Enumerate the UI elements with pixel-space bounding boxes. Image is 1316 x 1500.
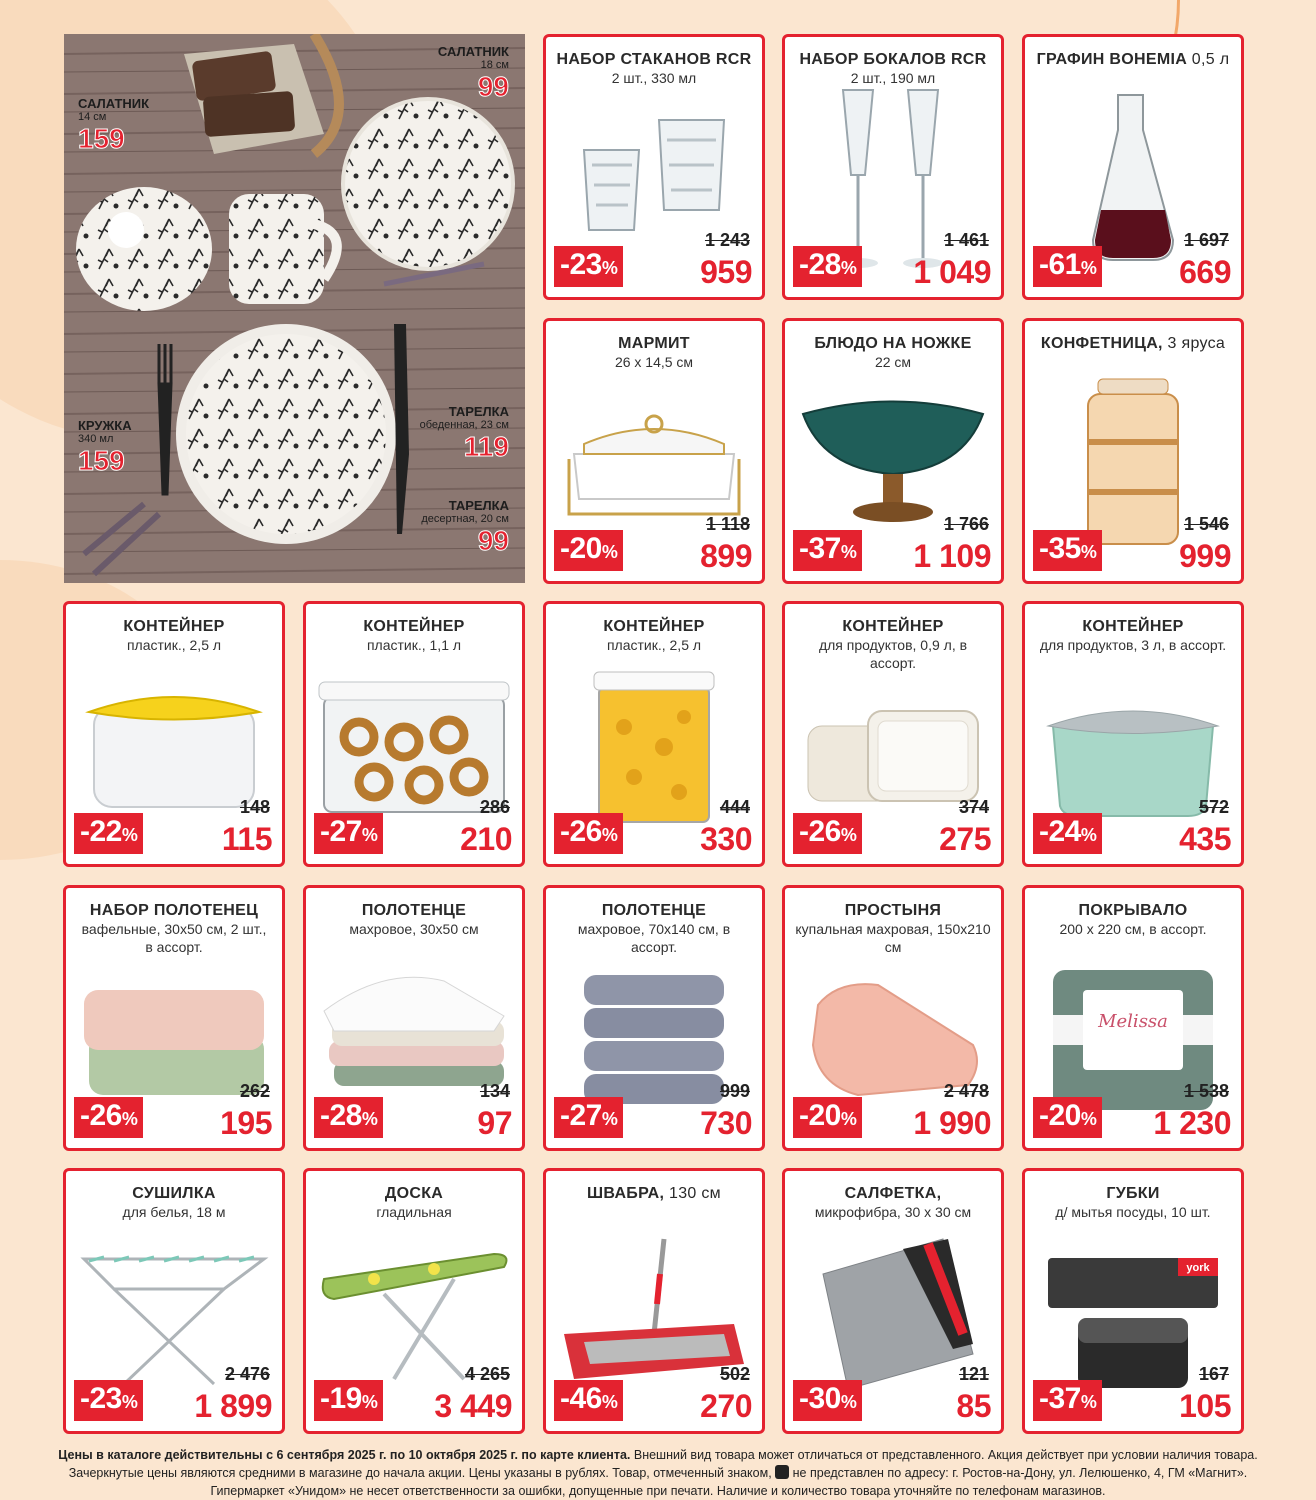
old-price: 1 118 [705,514,750,534]
product-title-extra: 3 яруса [1162,335,1226,352]
product-card[interactable] [63,1168,285,1434]
discount-value: -23 [80,1382,122,1415]
sale-price: 3 449 [434,1388,512,1424]
discount-badge [1033,813,1102,854]
product-description: пластик., 2,5 л [126,637,222,653]
product-card[interactable] [543,1168,765,1434]
product-card[interactable] [782,34,1004,300]
label-name: САЛАТНИК [78,96,150,111]
discount-badge [1033,1097,1102,1138]
product-name: САЛФЕТКА, [844,1185,942,1202]
product-card[interactable] [1022,34,1244,300]
product-name: БЛЮДО НА НОЖКЕ [814,335,972,352]
sale-price: 1 899 [194,1388,272,1424]
percent-sign: % [1080,1392,1097,1412]
sale-price: 85 [956,1388,991,1424]
product-title [1025,335,1241,353]
old-price: 167 [1198,1364,1229,1384]
sale-price: 959 [700,254,752,290]
sale-price: 270 [700,1388,752,1424]
discount-badge [793,813,862,854]
discount-badge [554,1380,623,1421]
product-card[interactable] [543,34,765,300]
product-description: махровое, 70х140 см, в ассорт. [577,921,731,955]
discount-value: -26 [80,1099,122,1132]
discount-value: -20 [799,1099,841,1132]
percent-sign: % [1080,258,1097,278]
label-name: ТАРЕЛКА [448,404,509,419]
label-price: 119 [463,431,509,462]
disclaimer-footer [20,1446,1296,1500]
product-card[interactable] [782,318,1004,584]
sale-price: 669 [1179,254,1231,290]
discount-badge [314,1097,383,1138]
product-description: 200 х 220 см, в ассорт. [1059,921,1207,937]
percent-sign: % [121,1392,138,1412]
footer-validity: Цены в каталоге действительны с 6 сентября 2025 г. по 10 октября 2025 г. по карте клиента. [58,1448,631,1462]
discount-value: -27 [560,1099,602,1132]
photo-label-salad-bowl-small [78,96,149,155]
sale-price: 1 109 [913,538,991,574]
product-title [306,902,522,920]
discount-value: -23 [560,248,602,281]
footer-text: не представлен по адресу: г. Ростов-на-Дону, ул. Лелюшенко, 4, ГМ «Магнит». [789,1466,1248,1480]
product-card[interactable] [1022,318,1244,584]
old-price: 444 [719,797,750,817]
product-description: для продуктов, 0,9 л, в ассорт. [818,637,968,671]
discount-value: -30 [799,1382,841,1415]
discount-value: -35 [1039,532,1081,565]
product-title [785,335,1001,353]
product-card[interactable] [63,885,285,1151]
footer-text: Зачеркнутые цены являются средними в магазине до начала акции. Цены указаны в рублях. Товар, отмеченный знаком, [68,1466,772,1480]
product-description: пластик., 2,5 л [606,637,702,653]
discount-value: -28 [320,1099,362,1132]
discount-badge [1033,1380,1102,1421]
old-price: 1 697 [1183,230,1229,250]
footer-line-2 [20,1464,1296,1482]
product-title-extra: 130 см [664,1185,721,1202]
discount-value: -61 [1039,248,1081,281]
sale-price: 435 [1179,821,1231,857]
product-title [546,902,762,920]
sale-price: 115 [221,821,272,857]
product-card[interactable] [1022,1168,1244,1434]
label-size: 14 см [78,111,107,123]
sale-price: 1 990 [913,1105,991,1141]
discount-badge [793,246,862,287]
product-card[interactable] [782,601,1004,867]
product-description: пластик., 1,1 л [366,637,462,653]
percent-sign: % [361,825,378,845]
discount-badge [554,1097,623,1138]
product-card[interactable] [63,601,285,867]
product-card[interactable] [782,1168,1004,1434]
sale-price: 1 049 [913,254,991,290]
product-name: МАРМИТ [618,335,690,352]
product-title [306,618,522,636]
discount-value: -22 [80,815,122,848]
footer-line-1 [20,1446,1296,1464]
label-size: 340 мл [78,433,114,445]
label-name: ТАРЕЛКА [448,498,509,513]
product-description: д/ мытья посуды, 10 шт. [1055,1204,1211,1220]
product-title [306,1185,522,1203]
label-price: 99 [477,71,509,102]
discount-value: -24 [1039,815,1081,848]
footer-line-3: Гипермаркет «Унидом» не несет ответственности за ошибки, допущенные при печати. Наличие и количество товара уточняйте по телефонам магазинов. [210,1484,1106,1498]
percent-sign: % [601,258,618,278]
product-title [66,618,282,636]
label-size: обеденная, 23 см [419,419,509,431]
discount-value: -26 [799,815,841,848]
footer-text: Внешний вид товара может отличаться от представленного. Акция действует при условии наличия товара. [630,1448,1258,1462]
old-price: 999 [719,1081,750,1101]
photo-label-dinner-plate [420,404,509,463]
old-price: 1 461 [943,230,989,250]
old-price: 121 [958,1364,989,1384]
discount-badge [1033,246,1102,287]
product-title [1025,51,1241,69]
product-title-extra: 0,5 л [1187,51,1230,68]
sale-price: 195 [220,1105,272,1141]
sale-price: 330 [700,821,752,857]
discount-value: -20 [560,532,602,565]
discount-badge [314,1380,383,1421]
old-price: 4 265 [464,1364,510,1384]
product-description: купальная махровая, 150х210 см [795,921,991,955]
product-description: махровое, 30х50 см [349,921,479,937]
old-price: 374 [958,797,989,817]
product-card[interactable] [1022,601,1244,867]
discount-value: -27 [320,815,362,848]
product-name: КОНТЕЙНЕР [363,618,465,635]
product-card[interactable] [303,885,525,1151]
product-name: НАБОР БОКАЛОВ RCR [799,51,987,68]
discount-badge [74,1097,143,1138]
product-name: ПОКРЫВАЛО [1078,902,1188,919]
product-name: КОНТЕЙНЕР [123,618,225,635]
percent-sign: % [1080,1109,1097,1129]
sale-price: 97 [477,1105,512,1141]
photo-label-mug [78,418,132,477]
product-name: КОНТЕЙНЕР [603,618,705,635]
discount-badge [74,1380,143,1421]
discount-value: -20 [1039,1099,1081,1132]
product-description: 22 см [874,354,912,370]
label-name: КРУЖКА [78,418,132,433]
sale-price: 899 [700,538,752,574]
product-title [1025,902,1241,920]
label-price: 99 [477,525,509,556]
discount-value: -37 [799,532,841,565]
product-title [546,1185,762,1203]
product-name: ПОЛОТЕНЦЕ [361,902,467,919]
label-price: 159 [78,445,125,476]
sale-price: 210 [460,821,512,857]
old-price: 148 [239,797,270,817]
product-name: ШВАБРА, [587,1185,665,1202]
product-name: ПОЛОТЕНЦЕ [601,902,707,919]
discount-badge [793,1097,862,1138]
product-title [1025,618,1241,636]
product-description: 26 х 14,5 см [614,354,694,370]
sale-price: 105 [1179,1388,1231,1424]
old-price: 1 243 [704,230,750,250]
product-title [546,618,762,636]
old-price: 262 [239,1081,270,1101]
label-name: САЛАТНИК [437,44,509,59]
product-description: вафельные, 30х50 см, 2 шт., в ассорт. [81,921,267,955]
label-price: 159 [78,123,125,154]
product-title [785,902,1001,920]
product-card[interactable] [303,1168,525,1434]
product-description: для продуктов, 3 л, в ассорт. [1039,637,1227,653]
product-description: микрофибра, 30 х 30 см [814,1204,972,1220]
product-description: для белья, 18 м [122,1204,226,1220]
sale-price: 1 230 [1153,1105,1231,1141]
product-description: 2 шт., 190 мл [850,70,936,86]
percent-sign: % [361,1109,378,1129]
percent-sign: % [1080,825,1097,845]
old-price: 134 [479,1081,510,1101]
sale-price: 730 [700,1105,752,1141]
percent-sign: % [840,825,857,845]
product-name: КОНТЕЙНЕР [1082,618,1184,635]
tableware-photo [64,34,525,583]
product-title [66,902,282,920]
product-title [785,618,1001,636]
discount-badge [74,813,143,854]
discount-badge [554,530,623,571]
product-name: ДОСКА [384,1185,444,1202]
product-description: 2 шт., 330 мл [611,70,697,86]
discount-badge [554,813,623,854]
old-price: 572 [1198,797,1229,817]
product-name: ПРОСТЫНЯ [844,902,942,919]
percent-sign: % [121,825,138,845]
product-card[interactable] [543,318,765,584]
product-name: КОНФЕТНИЦА, [1040,335,1163,352]
unavailable-mark-icon [775,1465,789,1479]
photo-label-salad-bowl-large [438,44,509,103]
old-price: 502 [719,1364,750,1384]
discount-value: -26 [560,815,602,848]
discount-value: -28 [799,248,841,281]
old-price: 1 546 [1183,514,1229,534]
label-size: десертная, 20 см [421,513,509,525]
percent-sign: % [1080,542,1097,562]
svg-text:Melissa: Melissa [1098,1011,1168,1032]
discount-badge [793,1380,862,1421]
product-title [785,1185,1001,1203]
percent-sign: % [601,1109,618,1129]
sale-price: 275 [939,821,991,857]
discount-badge [793,530,862,571]
product-name: НАБОР ПОЛОТЕНЕЦ [89,902,259,919]
discount-badge [1033,530,1102,571]
product-card[interactable] [782,885,1004,1151]
percent-sign: % [840,1392,857,1412]
old-price: 2 478 [943,1081,989,1101]
product-card[interactable] [543,601,765,867]
product-name: КОНТЕЙНЕР [842,618,944,635]
percent-sign: % [840,542,857,562]
percent-sign: % [840,1109,857,1129]
product-card[interactable] [303,601,525,867]
product-title [546,51,762,69]
product-name: СУШИЛКА [132,1185,216,1202]
old-price: 2 476 [224,1364,270,1384]
svg-text:york: york [1186,1262,1210,1274]
discount-value: -19 [320,1382,362,1415]
old-price: 1 766 [943,514,989,534]
percent-sign: % [601,1392,618,1412]
percent-sign: % [601,542,618,562]
discount-badge [554,246,623,287]
product-card[interactable] [1022,885,1244,1151]
percent-sign: % [601,825,618,845]
product-title [1025,1185,1241,1203]
old-price: 1 538 [1183,1081,1229,1101]
old-price: 286 [479,797,510,817]
percent-sign: % [121,1109,138,1129]
discount-badge [314,813,383,854]
product-title [785,51,1001,69]
product-title [546,335,762,353]
label-size: 18 см [480,59,509,71]
sale-price: 999 [1179,538,1231,574]
product-description: гладильная [376,1204,452,1220]
product-name: ГРАФИН BOHEMIA [1036,51,1188,68]
product-name: НАБОР СТАКАНОВ RCR [556,51,752,68]
discount-value: -46 [560,1382,602,1415]
percent-sign: % [840,258,857,278]
product-card[interactable] [543,885,765,1151]
discount-value: -37 [1039,1382,1081,1415]
product-name: ГУБКИ [1106,1185,1160,1202]
photo-label-dessert-plate [421,498,509,557]
percent-sign: % [361,1392,378,1412]
product-title [66,1185,282,1203]
